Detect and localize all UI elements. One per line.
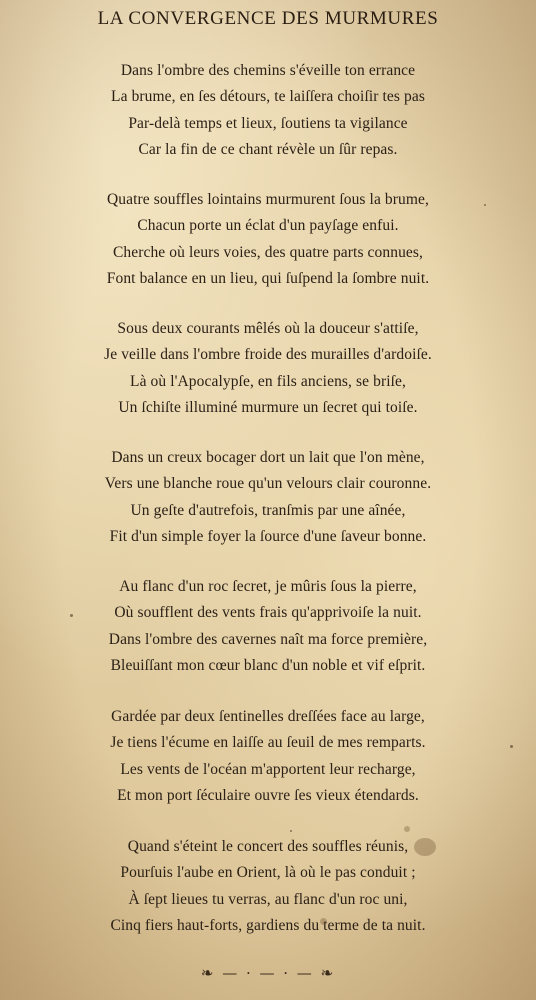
verse-line: Je tiens l'écume en laiſſe au ſeuil de mes remparts. [110,734,426,752]
stanza-3 [0,316,536,422]
poem-title: LA CONVERGENCE DES MURMURES [97,8,439,29]
verse-line: Chacun porte un éclat d'un payſage enfui. [137,217,399,235]
paper-stain [404,826,410,832]
verse-line: Par-delà temps et lieux, ſoutiens ta vigilance [128,114,408,132]
stanza-7 [0,834,536,940]
fleuron-ornament: ❧ — · — · — ❧ [200,964,336,982]
verse-line: Cinq fiers haut-forts, gardiens du terme de ta nuit. [110,917,426,935]
verse-line: Car la fin de ce chant révèle un ſûr repas. [138,141,398,159]
verse-line: À ſept lieues tu verras, au flanc d'un roc uni, [128,890,408,908]
verse-line: Quand s'éteint le concert des souffles réunis, [127,838,409,855]
verse-line: Bleuiſſant mon cœur blanc d'un noble et vif eſprit. [110,657,426,675]
verse-line: Font balance en un lieu, qui ſuſpend la ſombre nuit. [106,270,430,288]
verse-line: Quatre souffles lointains murmurent ſous la brume, [107,191,429,208]
verse-line: Dans l'ombre des cavernes naît ma force première, [108,630,428,648]
paper-stain [414,838,436,856]
verse-line: Là où l'Apocalypſe, en fils anciens, se briſe, [130,372,406,390]
verse-line: La brume, en ſes détours, te laiſſera choiſir tes pas [111,88,425,106]
verse-line: Cherche où leurs voies, des quatre parts connues, [112,243,424,261]
ink-speck [70,614,73,617]
verse-line: Fit d'un simple foyer la ſource d'une ſaveur bonne. [109,528,427,546]
paper-stain [320,918,327,925]
verse-line: Pourſuis l'aube en Orient, là où le pas conduit ; [120,864,416,882]
verse-line: Sous deux courants mêlés où la douceur s'attiſe, [117,320,419,337]
stanza-2 [0,187,536,293]
stanza-1 [0,58,536,164]
verse-line: Dans l'ombre des chemins s'éveille ton errance [120,62,416,79]
stanza-6 [0,704,536,810]
verse-line: Dans un creux bocager dort un lait que l'on mène, [111,449,425,466]
ink-speck [510,745,513,748]
stanza-4 [0,445,536,551]
verse-line: Vers une blanche roue qu'un velours clair couronne. [104,475,432,493]
verse-line: Et mon port ſéculaire ouvre ſes vieux étendards. [117,787,419,805]
verse-line: Je veille dans l'ombre froide des murailles d'ardoiſe. [104,346,432,364]
verse-line: Où soufflent des vents frais qu'apprivoiſe la nuit. [114,604,422,622]
stanza-5 [0,574,536,680]
verse-line: Au flanc d'un roc ſecret, je mûris ſous la pierre, [119,578,417,595]
verse-line: Les vents de l'océan m'apportent leur recharge, [120,760,416,778]
verse-line: Un geſte d'autrefois, tranſmis par une aînée, [130,501,406,519]
ink-speck [484,204,486,206]
verse-line: Un ſchiſte illuminé murmure un ſecret qui toiſe. [118,399,418,417]
verse-line: Gardée par deux ſentinelles dreſſées face au large, [111,708,425,725]
ink-speck [290,830,292,832]
